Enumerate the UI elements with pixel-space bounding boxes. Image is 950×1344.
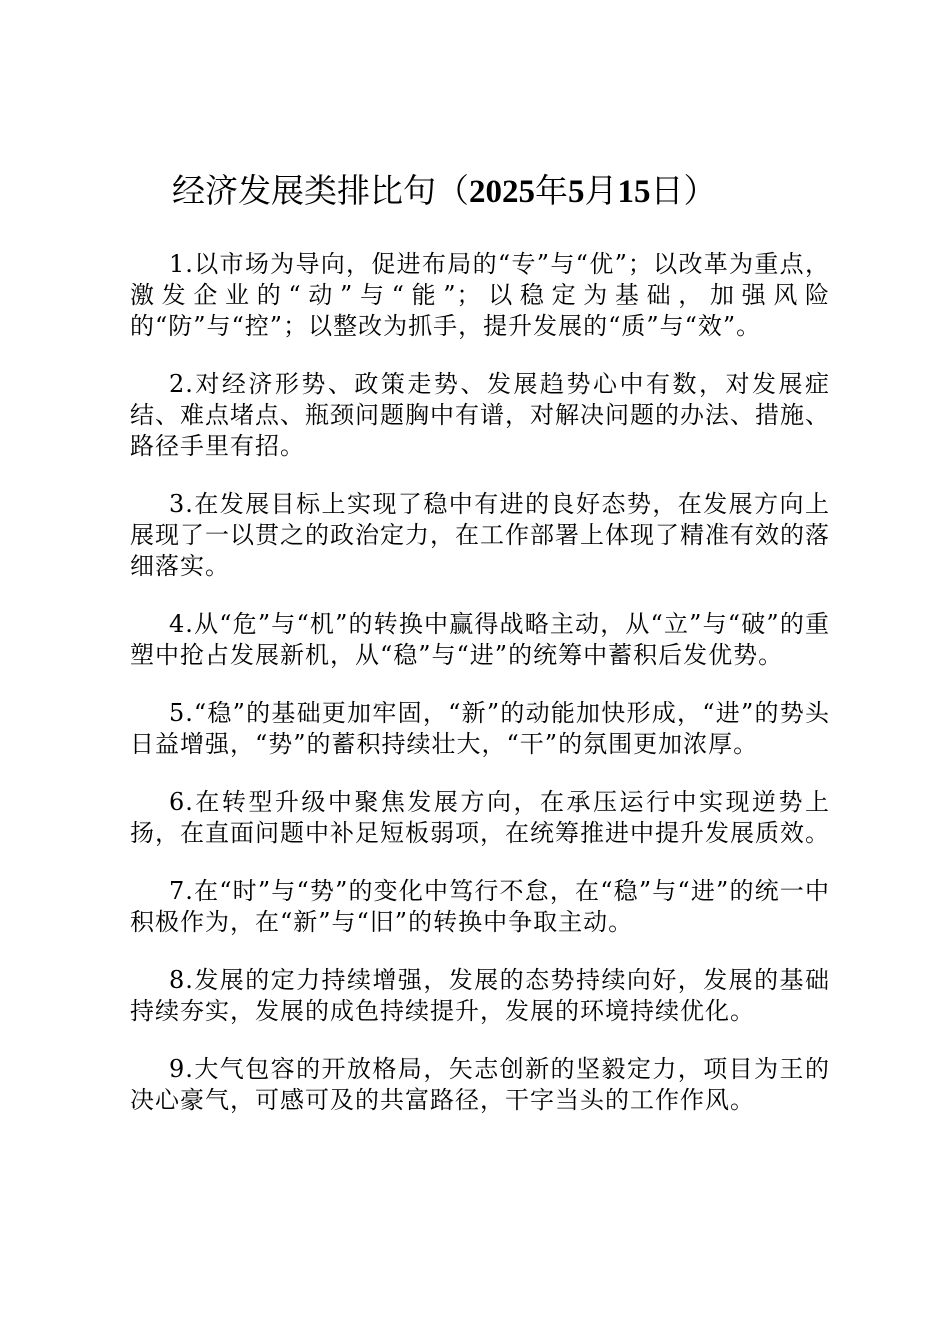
paragraph-8: 8.发展的定力持续增强，发展的态势持续向好，发展的基础持续夯实，发展的成色持续提升，发展的环境持续优化。 <box>130 966 830 1025</box>
document-title <box>130 168 830 215</box>
title-year-unit: 年 <box>535 171 568 210</box>
paragraph-2: 2.对经济形势、政策走势、发展趋势心中有数，对发展症结、难点堵点、瓶颈问题胸中有谱，对解决问题的办法、措施、路径手里有招。 <box>130 370 830 460</box>
title-text-start: 经济发展类排比句（ <box>172 171 469 210</box>
document-page <box>130 168 830 1143</box>
paragraph-7: 7.在“时”与“势”的变化中笃行不怠，在“稳”与“进”的统一中积极作为，在“新”与“旧”的转换中争取主动。 <box>130 877 830 936</box>
title-day: 15 <box>617 174 651 210</box>
title-month-unit: 月 <box>584 171 618 210</box>
paragraph-9: 9.大气包容的开放格局，矢志创新的坚毅定力，项目为王的决心豪气，可感可及的共富路径，干字当头的工作作风。 <box>130 1055 830 1114</box>
paragraph-6: 6.在转型升级中聚焦发展方向，在承压运行中实现逆势上扬，在直面问题中补足短板弱项，在统筹推进中提升发展质效。 <box>130 788 830 847</box>
title-year: 2025 <box>469 174 535 210</box>
paragraph-4: 4.从“危”与“机”的转换中赢得战略主动，从“立”与“破”的重塑中抢占发展新机，从“稳”与“进”的统筹中蓄积后发优势。 <box>130 610 830 669</box>
title-text-end: 日） <box>650 171 717 210</box>
paragraph-5: 5.“稳”的基础更加牢固，“新”的动能加快形成，“进”的势头日益增强，“势”的蓄积持续壮大，“干”的氛围更加浓厚。 <box>130 699 830 758</box>
paragraph-3: 3.在发展目标上实现了稳中有进的良好态势，在发展方向上展现了一以贯之的政治定力，在工作部署上体现了精准有效的落细落实。 <box>130 490 830 580</box>
title-month: 5 <box>568 174 585 210</box>
paragraph-1: 1.以市场为导向，促进布局的“专”与“优”；以改革为重点，激发企业的“动”与“能”；以稳定为基础，加强风险的“防”与“控”；以整改为抓手，提升发展的“质”与“效”。 <box>130 250 830 340</box>
